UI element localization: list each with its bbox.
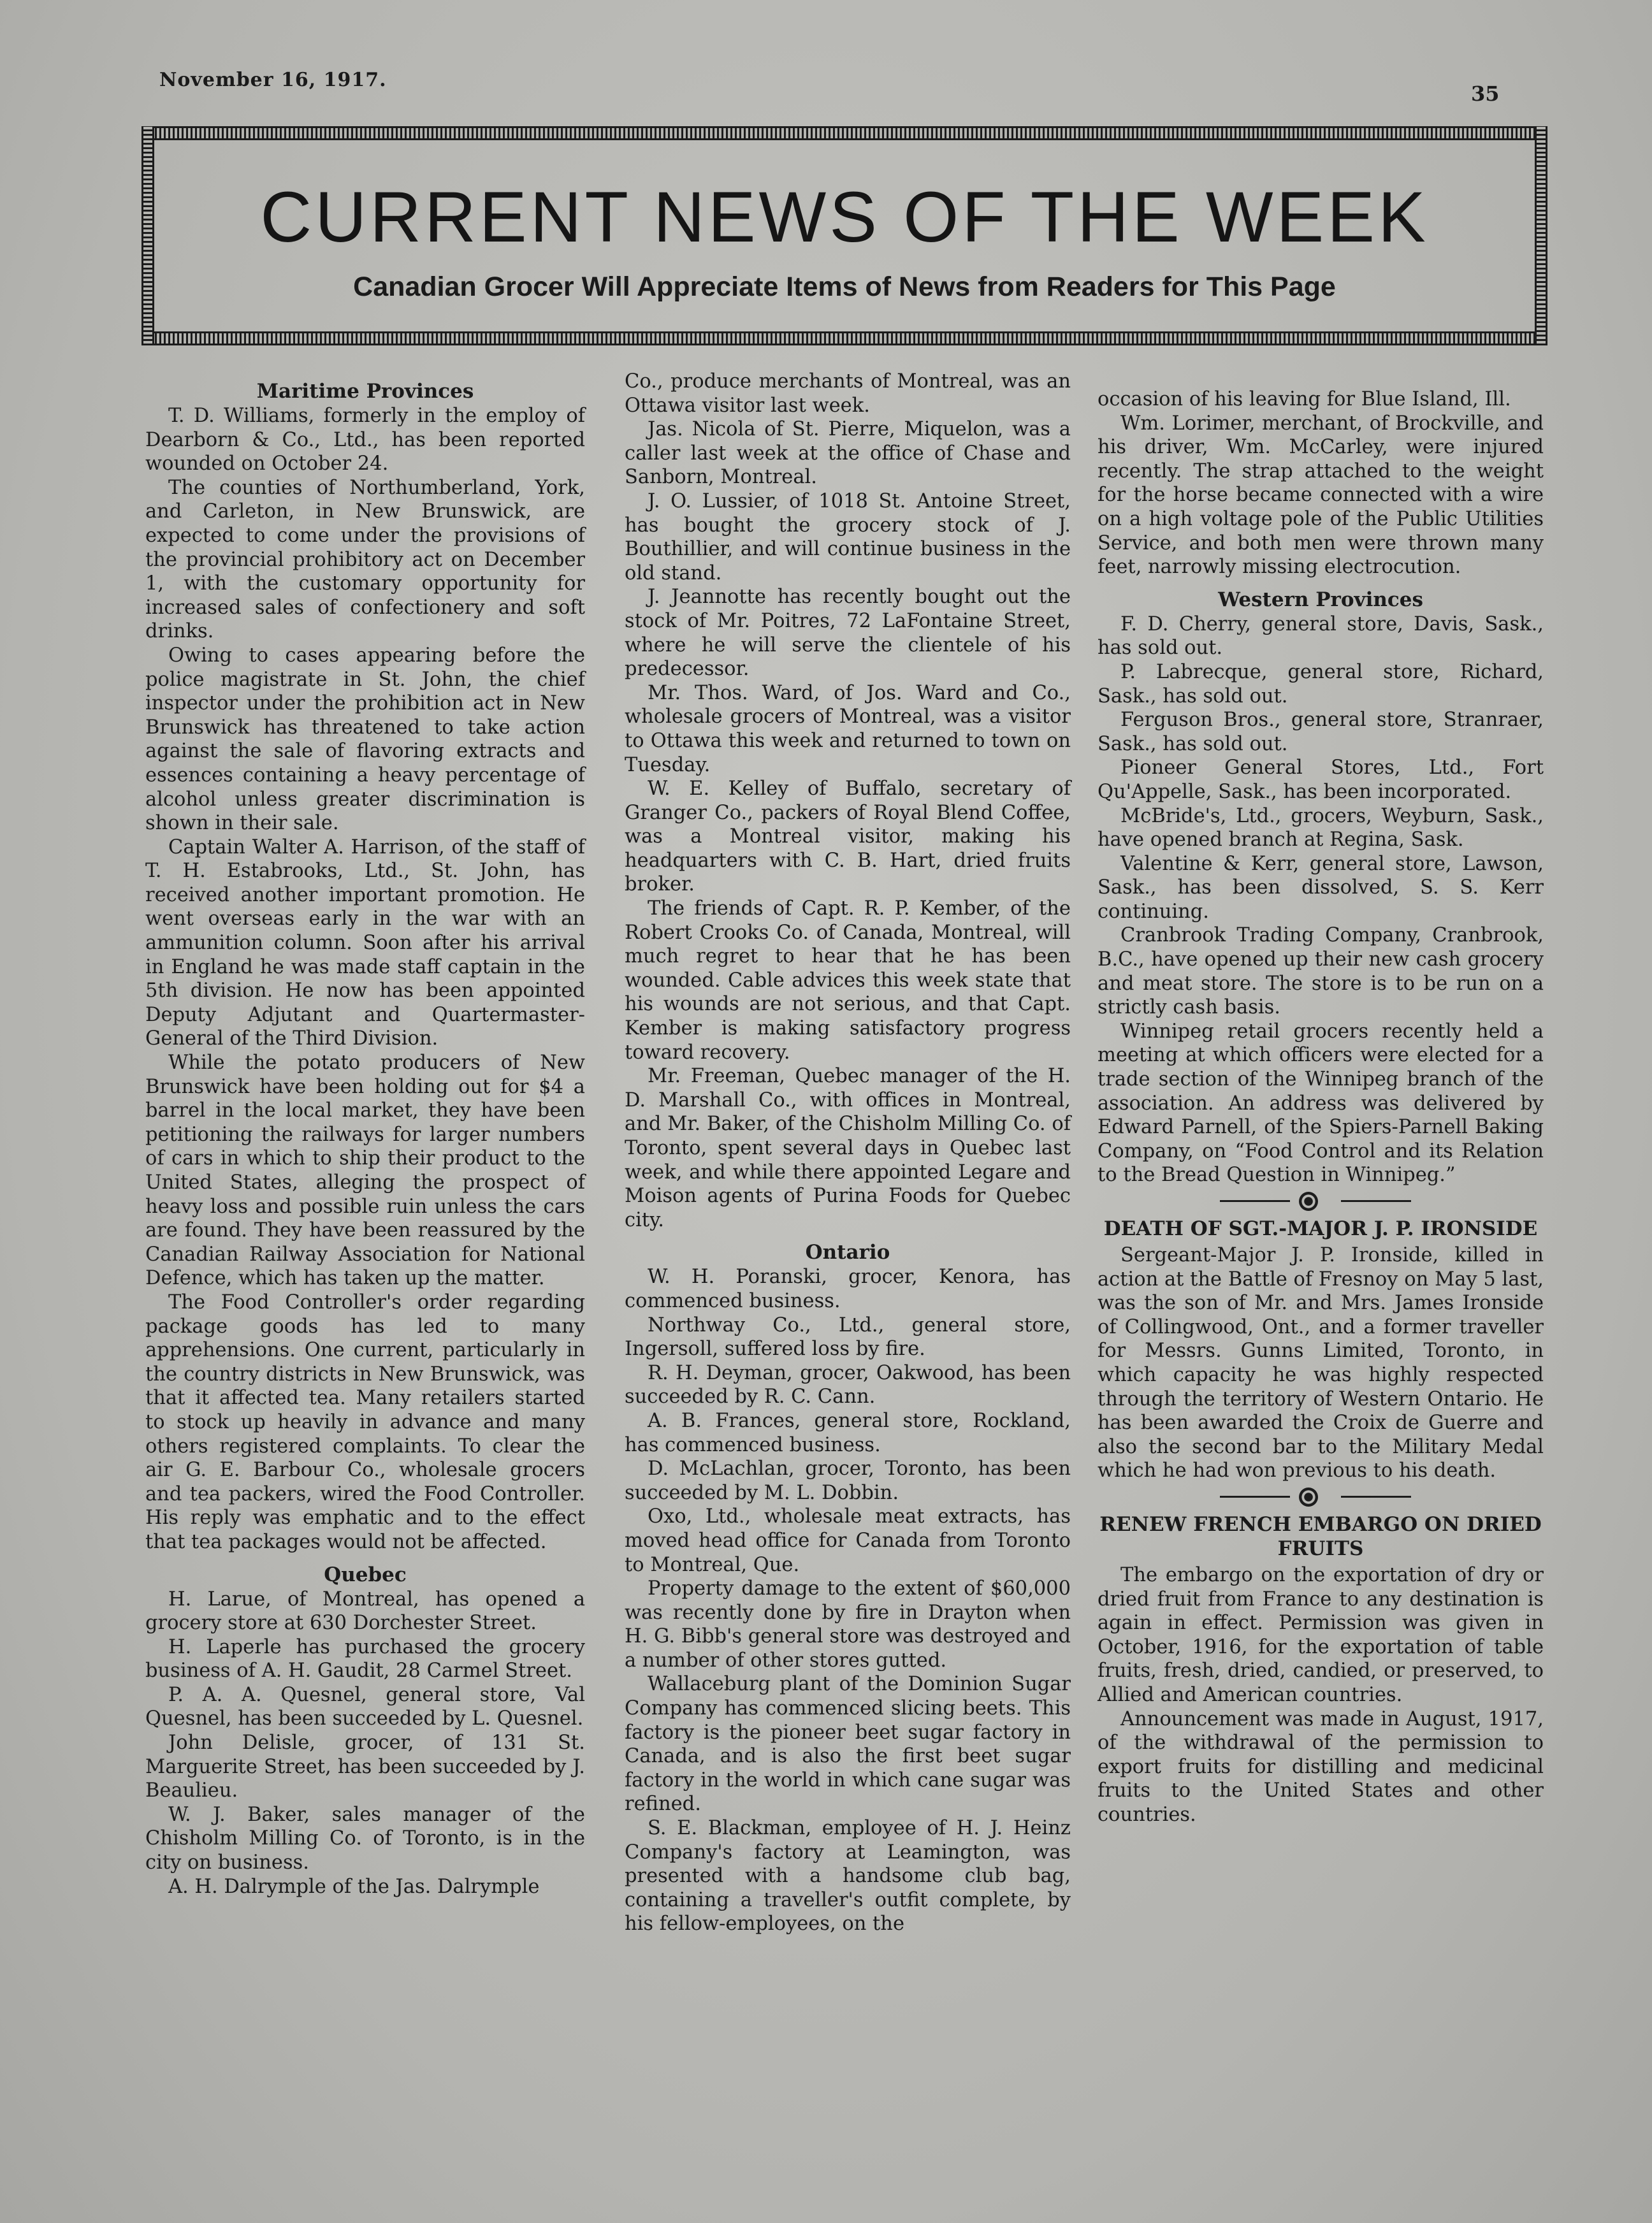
page-number: 35: [1471, 82, 1500, 106]
news-item: Ferguson Bros., general store, Stranraer, Sask., has sold out.: [1098, 709, 1544, 755]
masthead-subtitle: Canadian Grocer Will Appreciate Items of News from Readers for This Page: [353, 272, 1336, 302]
news-item: W. H. Poranski, grocer, Kenora, has commenced business.: [625, 1266, 1071, 1312]
ornament-divider: [1098, 1190, 1544, 1212]
section-heading-quebec: Quebec: [324, 1563, 407, 1586]
article-heading-embargo: RENEW FRENCH EMBARGO ON DRIED FRUITS: [1099, 1512, 1542, 1560]
news-item: The Food Controller's order regarding package goods has led to many apprehensions. One current, particularly in the country districts in New Brunswick, was that it affected tea. Many retailers started to stock up heavily in advance and many others registered complaints. To clear the air G. E. Barbour Co., wholesale grocers and tea packers, wired the Food Controller. His reply was emphatic and to the effect that tea packages would not be affected.: [145, 1291, 585, 1553]
news-item: A. B. Frances, general store, Rockland, has commenced business.: [625, 1409, 1071, 1456]
ornament-line-left: [1220, 1200, 1290, 1202]
news-item: Captain Walter A. Harrison, of the staff of T. H. Estabrooks, Ltd., St. John, has received another important promotion. He went overseas early in the war with an ammunition column. Soon after his arrival in England he was made staff captain in the 5th division. He now has been appointed Deputy Adjutant and Quartermaster-General of the Third Division.: [145, 836, 585, 1050]
ornament-knot-icon: [1299, 1192, 1318, 1211]
news-item: R. H. Deyman, grocer, Oakwood, has been succeeded by R. C. Cann.: [625, 1361, 1071, 1408]
ornament-line-right: [1341, 1496, 1411, 1498]
news-item: Owing to cases appearing before the police magistrate in St. John, the chief inspector under the prohibition act in New Brunswick has threatened to take action against the sale of flavoring extracts and essences containing a heavy percentage of alcohol unless greater discrimination is shown in their sale.: [145, 644, 585, 835]
news-item: Sergeant-Major J. P. Ironside, killed in action at the Battle of Fresnoy on May 5 last, was the son of Mr. and Mrs. James Ironside of Collingwood, Ont., and a former traveller for Messrs. Gunns Limited, Toronto, in which capacity he was highly respected through the territory of Western Ontario. He has been awarded the Croix de Guerre and also the second bar to the Military Medal which he had won previous to his death.: [1098, 1244, 1544, 1482]
issue-date: November 16, 1917.: [159, 69, 387, 91]
masthead-rule-top: [141, 126, 1547, 140]
news-item: Wallaceburg plant of the Dominion Sugar Company has commenced slicing beets. This factory is the pioneer beet sugar factory in Canada, and is also the first beet sugar factory in the world in which cane sugar was refined.: [625, 1673, 1071, 1816]
news-item: The embargo on the exportation of dry or dried fruit from France to any destination is again in effect. Permission was given in October, 1916, for the exportation of table fruits, fresh, dried, candied, or preserved, to Allied and American countries.: [1098, 1563, 1544, 1706]
article-heading-ironside: DEATH OF SGT.-MAJOR J. P. IRONSIDE: [1103, 1217, 1538, 1240]
news-item: Pioneer General Stores, Ltd., Fort Qu'Appelle, Sask., has been incorporated.: [1098, 757, 1544, 803]
news-item: Mr. Freeman, Quebec manager of the H. D. Marshall Co., with offices in Montreal, and Mr. Baker, of the Chisholm Milling Co. of Toronto, spent several days in Quebec last week, and while there appointed Legare and Moison agents of Purina Foods for Quebec city.: [625, 1065, 1071, 1231]
news-item: The counties of Northumberland, York, and Carleton, in New Brunswick, are expected to come under the provisions of the provincial prohibitory act on December 1, with the customary opportunity for increased sales of confectionery and soft drinks.: [145, 476, 585, 643]
news-item-continued: occasion of his leaving for Blue Island, Ill.: [1098, 388, 1511, 410]
news-item: Announcement was made in August, 1917, of the withdrawal of the permission to export fruits for distilling and medicinal fruits to the United States and other countries.: [1098, 1707, 1544, 1826]
section-heading-western: Western Provinces: [1218, 588, 1423, 611]
news-item: P. A. A. Quesnel, general store, Val Quesnel, has been succeeded by L. Quesnel.: [145, 1683, 585, 1730]
news-item: W. J. Baker, sales manager of the Chisholm Milling Co. of Toronto, is in the city on business.: [145, 1803, 585, 1874]
news-item: McBride's, Ltd., grocers, Weyburn, Sask., have opened branch at Regina, Sask.: [1098, 804, 1544, 851]
news-item: Property damage to the extent of $60,000 was recently done by fire in Drayton when H. G. Bibb's general store was destroyed and a number of other stores gutted.: [625, 1577, 1071, 1672]
column-3: [1098, 387, 1544, 1827]
news-item: Cranbrook Trading Company, Cranbrook, B.C., have opened up their new cash grocery and meat store. The store is to be run on a strictly cash basis.: [1098, 924, 1544, 1019]
news-item: Northway Co., Ltd., general store, Ingersoll, suffered loss by fire.: [625, 1314, 1071, 1361]
news-item: Oxo, Ltd., wholesale meat extracts, has moved head office for Canada from Toronto to Montreal, Que.: [625, 1505, 1071, 1576]
news-item: Wm. Lorimer, merchant, of Brockville, and his driver, Wm. McCarley, were injured recently. The strap attached to the weight for the horse became connected with a wire on a high voltage pole of the Public Utilities Service, and both men were thrown many feet, narrowly missing electrocution.: [1098, 412, 1544, 579]
news-item: J. Jeannotte has recently bought out the stock of Mr. Poitres, 72 LaFontaine Street, where he will serve the clientele of his predecessor.: [625, 586, 1071, 681]
news-item: While the potato producers of New Brunswick have been holding out for $4 a barrel in the local market, they have been petitioning the railways for larger numbers of cars in which to ship their product to the United States, alleging the prospect of heavy loss and possible ruin unless the cars are found. They have been reassured by the Canadian Railway Association for National Defence, which has taken up the matter.: [145, 1052, 585, 1290]
masthead-title: CURRENT NEWS OF THE WEEK: [260, 177, 1429, 257]
news-item: D. McLachlan, grocer, Toronto, has been succeeded by M. L. Dobbin.: [625, 1458, 1071, 1504]
news-item: S. E. Blackman, employee of H. J. Heinz Company's factory at Leamington, was presented with a handsome club bag, containing a traveller's outfit complete, by his fellow-employees, on the: [625, 1817, 1071, 1936]
news-item: A. H. Dalrymple of the Jas. Dalrymple: [168, 1875, 540, 1898]
news-item: T. D. Williams, formerly in the employ of Dearborn & Co., Ltd., has been reported wounded on October 24.: [145, 405, 585, 475]
section-heading-ontario: Ontario: [805, 1241, 890, 1264]
column-1: [145, 377, 585, 1899]
column-2: [625, 370, 1071, 1936]
news-item: J. O. Lussier, of 1018 St. Antoine Street, has bought the grocery stock of J. Bouthillier, and will continue business in the old stand.: [625, 489, 1071, 584]
news-item: F. D. Cherry, general store, Davis, Sask., has sold out.: [1098, 612, 1544, 660]
masthead-box: [141, 126, 1547, 345]
news-item: H. Laperle has purchased the grocery business of A. H. Gaudit, 28 Carmel Street.: [145, 1635, 585, 1683]
news-item: Jas. Nicola of St. Pierre, Miquelon, was a caller last week at the office of Chase and Sanborn, Montreal.: [625, 418, 1071, 489]
news-item: Mr. Thos. Ward, of Jos. Ward and Co., wholesale grocers of Montreal, was a visitor to Ottawa this week and returned to town on Tuesday.: [625, 681, 1071, 776]
news-item: The friends of Capt. R. P. Kember, of the Robert Crooks Co. of Canada, Montreal, will much regret to hear that he has been wounded. Cable advices this week state that his wounds are not serious, and that Capt. Kember is making satisfactory progress toward recovery.: [625, 897, 1071, 1064]
news-item: H. Larue, of Montreal, has opened a grocery store at 630 Dorchester Street.: [145, 1588, 585, 1635]
ornament-divider: [1098, 1486, 1544, 1507]
news-item-continued: Co., produce merchants of Montreal, was an Ottawa visitor last week.: [625, 370, 1071, 417]
news-item: P. Labrecque, general store, Richard, Sask., has sold out.: [1098, 660, 1544, 707]
news-item: W. E. Kelley of Buffalo, secretary of Granger Co., packers of Royal Blend Coffee, was a Montreal visitor, making his headquarters with C. B. Hart, dried fruits broker.: [625, 778, 1071, 896]
masthead-rule-bottom: [141, 331, 1547, 345]
news-item: Valentine & Kerr, general store, Lawson, Sask., has been dissolved, S. S. Kerr continuing.: [1098, 852, 1544, 923]
section-heading-maritime: Maritime Provinces: [256, 380, 474, 403]
ornament-line-left: [1220, 1496, 1290, 1498]
ornament-line-right: [1341, 1200, 1411, 1202]
news-item: John Delisle, grocer, of 131 St. Marguerite Street, has been succeeded by J. Beaulieu.: [145, 1732, 585, 1802]
news-item: Winnipeg retail grocers recently held a meeting at which officers were elected for a trade section of the Winnipeg branch of the association. An address was delivered by Edward Parnell, of the Spiers-Parnell Baking Company, on “Food Control and its Relation to the Bread Question in Winnipeg.”: [1098, 1020, 1544, 1187]
ornament-knot-icon: [1299, 1488, 1318, 1507]
